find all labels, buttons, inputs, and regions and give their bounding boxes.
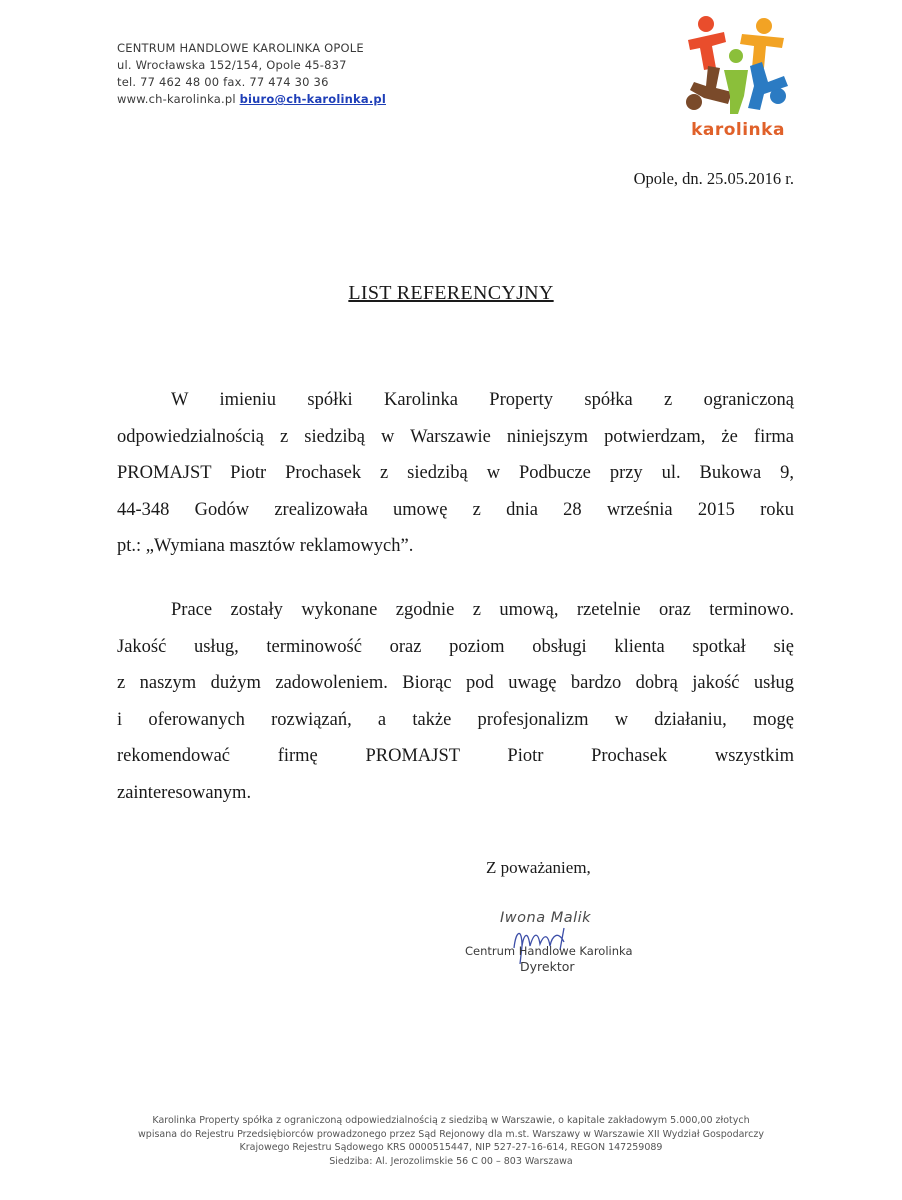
company-name: CENTRUM HANDLOWE KAROLINKA OPOLE bbox=[117, 41, 364, 55]
body-paragraph-1 bbox=[117, 382, 794, 565]
footer-line: wpisana do Rejestru Przedsiębiorców prowadzonego przez Sąd Rejonowy dla m.st. Warszawy w Warszawie XII Wydział Gospodarczy bbox=[138, 1128, 764, 1140]
paragraph-line: pt.: „Wymiana masztów reklamowych”. bbox=[117, 536, 414, 556]
paragraph-line: z naszym dużym zadowoleniem. Biorąc pod uwagę bardzo dobrą jakość usług bbox=[117, 673, 794, 693]
footer-line: Krajowego Rejestru Sądowego KRS 0000515447, NIP 527-27-16-614, REGON 147259089 bbox=[239, 1142, 663, 1153]
date-line: Opole, dn. 25.05.2016 r. bbox=[633, 169, 794, 188]
logo-wordmark: karolinka bbox=[691, 120, 785, 140]
footer-line: Siedziba: Al. Jerozolimskie 56 C 00 – 803 Warszawa bbox=[329, 1155, 573, 1167]
title-text: LIST REFERENCYJNY bbox=[348, 282, 554, 304]
paragraph-line: rekomendować firmę PROMAJST Piotr Prochasek wszystkim bbox=[117, 746, 794, 766]
signatory-role: Dyrektor bbox=[520, 959, 575, 974]
signatory-name: Iwona Malik bbox=[500, 910, 592, 926]
legal-footer bbox=[0, 1114, 902, 1168]
closing-salutation: Z poważaniem, bbox=[486, 858, 591, 877]
paragraph-line: 44-348 Godów zrealizowała umowę z dnia 28 września 2015 roku bbox=[117, 499, 794, 520]
body-paragraph-2 bbox=[117, 592, 794, 811]
signature-stamp bbox=[460, 910, 660, 980]
paragraph-line: Prace zostały wykonane zgodnie z umową, rzetelnie oraz terminowo. bbox=[171, 600, 794, 620]
email-link[interactable]: biuro@ch-karolinka.pl bbox=[239, 92, 387, 106]
street-address: ul. Wrocławska 152/154, Opole 45-837 bbox=[117, 58, 347, 72]
paragraph-line: W imieniu spółki Karolinka Property spółka z ograniczoną bbox=[171, 390, 794, 410]
signatory-company: Centrum Handlowe Karolinka bbox=[465, 944, 633, 958]
letter-title bbox=[0, 282, 902, 305]
paragraph-line: PROMAJST Piotr Prochasek z siedzibą w Podbuczе przy ul. Bukowa 9, bbox=[117, 463, 794, 483]
web-email-line bbox=[117, 91, 386, 108]
karolinka-logo bbox=[680, 10, 792, 142]
footer-line: Karolinka Property spółka z ograniczoną odpowiedzialnością z siedzibą w Warszawie, o kapitale zakładowym 5.000,00 złotych bbox=[152, 1115, 750, 1126]
phone-fax: tel. 77 462 48 00 fax. 77 474 30 36 bbox=[117, 75, 329, 89]
paragraph-line: i oferowanych rozwiązań, a także profesjonalizm w działaniu, mogę bbox=[117, 709, 794, 730]
paragraph-line: zainteresowanym. bbox=[117, 782, 252, 803]
letterhead-address bbox=[117, 40, 386, 108]
website: www.ch-karolinka.pl bbox=[117, 92, 236, 106]
paragraph-line: odpowiedzialnością z siedzibą w Warszawie niniejszym potwierdzam, że firma bbox=[117, 426, 794, 447]
paragraph-line: Jakość usług, terminowość oraz poziom obsługi klienta spotkał się bbox=[117, 636, 794, 657]
logo-figures-icon bbox=[680, 10, 792, 122]
